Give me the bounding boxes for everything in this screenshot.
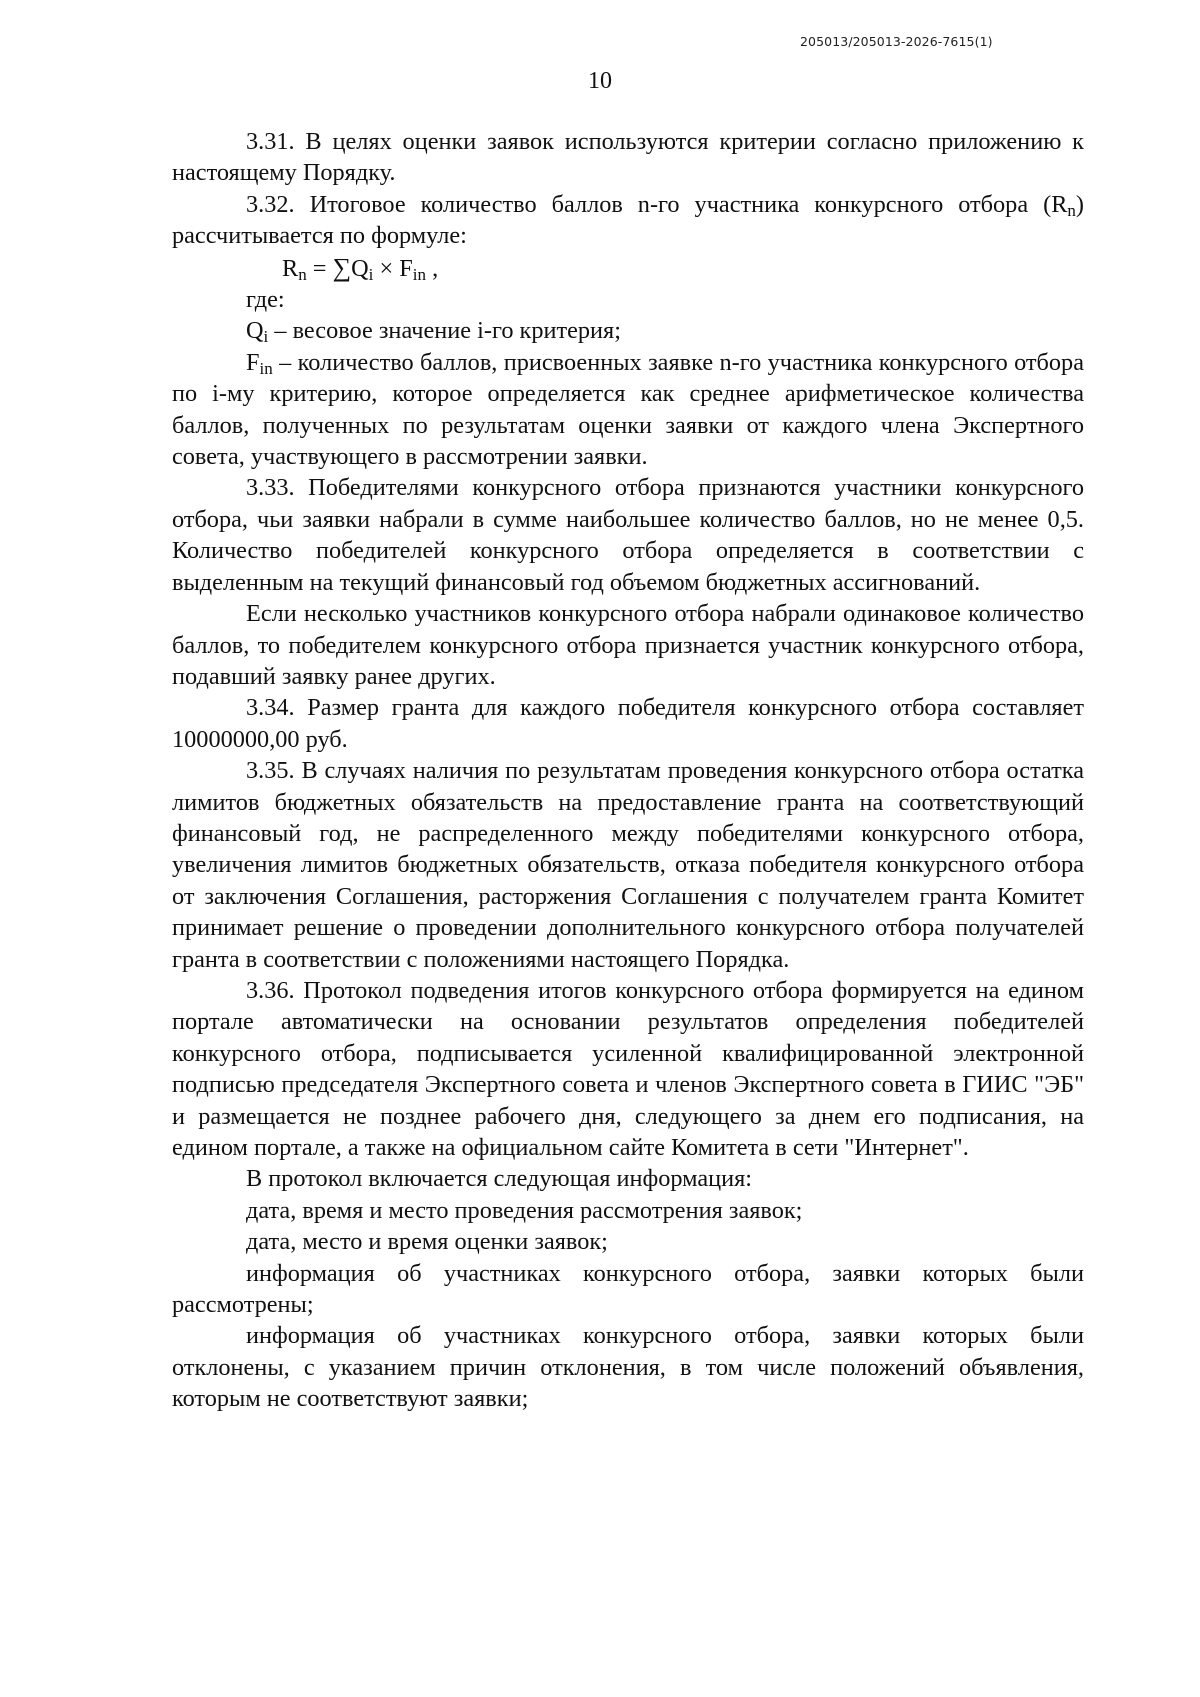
definition-q [172,315,1084,346]
formula-r: R [282,254,299,282]
protocol-item: дата, место и время оценки заявок; [246,1228,608,1256]
paragraph-3-32 [172,189,1084,252]
formula-sum-sign: ∑ [332,252,352,282]
protocol-item: информация об участниках конкурсного отбора, заявки которых были отклонены, с указанием причин отклонения, в том числе положений объявления, которым не соответствуют заявки; [172,1322,1084,1413]
formula-equals: = [306,254,333,282]
paragraph-3-33: 3.33. Победителями конкурсного отбора признаются участники конкурсного отбора, чьи заявки набрали в сумме наибольшее количество баллов, но не менее 0,5. Количество победителей конкурсного отбора определяется в соответствии с выделенным на текущий финансовый год объемом бюджетных ассигнований. [172,474,1084,596]
definition-q-text: – весовое значение i-го критерия; [268,317,621,345]
paragraph-3-32-text-a: 3.32. Итоговое количество баллов n-го участника конкурсного отбора (R [246,190,1068,218]
formula-f: F [399,254,413,282]
paragraph-3-31: 3.31. В целях оценки заявок используются критерии согласно приложению к настоящему Порядку. [172,128,1084,187]
definition-q-subscript: i [263,327,269,347]
score-formula [172,252,1084,284]
definition-q-symbol: Q [246,317,264,345]
definition-f [172,347,1084,473]
formula-r-subscript: n [298,264,307,284]
protocol-intro: В протокол включается следующая информация: [246,1165,753,1193]
definition-f-text: – количество баллов, присвоенных заявке n-го участника конкурсного отбора по i-му критерию, которое определяется как среднее арифметическое количества баллов, полученных по результатам оценки заявки от каждого члена Экспертного совета, участвующего в рассмотрении заявки. [172,348,1084,471]
document-id: 205013/205013-2026-7615(1) [800,34,993,49]
where-label: где: [246,286,285,314]
paragraph-3-36: 3.36. Протокол подведения итогов конкурсного отбора формируется на едином портале автоматически на основании результатов определения победителей конкурсного отбора, подписывается усиленной квалифицированной электронной подписью председателя Экспертного совета и членов Экспертного совета в ГИИС "ЭБ" и размещается не позднее рабочего дня, следующего за днем его подписания, на едином портале, а также на официальном сайте Комитета в сети "Интернет". [172,976,1084,1161]
formula-q: Q [351,254,369,282]
definition-f-subscript: in [259,358,273,378]
protocol-item: дата, время и место проведения рассмотрения заявок; [246,1196,803,1224]
paragraph-3-32-subscript: n [1067,200,1076,220]
formula-f-subscript: in [412,264,427,284]
definition-f-symbol: F [246,348,260,376]
protocol-item: информация об участниках конкурсного отбора, заявки которых были рассмотрены; [172,1259,1084,1319]
paragraph-3-34: 3.34. Размер гранта для каждого победителя конкурсного отбора составляет 10000000,00 руб. [172,694,1084,753]
paragraph-3-35: 3.35. В случаях наличия по результатам проведения конкурсного отбора остатка лимитов бюджетных обязательств на предоставление гранта на соответствующий финансовый год, не распределенного между победителями конкурсного отбора, увеличения лимитов бюджетных обязательств, отказа победителя конкурсного отбора от заключения Соглашения, расторжения Соглашения с получателем гранта Комитет принимает решение о проведении дополнительного конкурсного отбора получателей гранта в соответствии с положениями настоящего Порядка. [172,757,1084,973]
formula-q-subscript: i [368,264,374,284]
page-number: 10 [588,68,612,94]
formula-tail: , [426,254,439,282]
document-body [172,126,1084,1415]
paragraph-3-32-text-b: ) рассчитывается по формуле: [172,190,1084,250]
paragraph-equal-scores: Если несколько участников конкурсного отбора набрали одинаковое количество баллов, то победителем конкурсного отбора признается участник конкурсного отбора, подавший заявку ранее других. [172,600,1084,690]
formula-times: × [373,254,400,282]
